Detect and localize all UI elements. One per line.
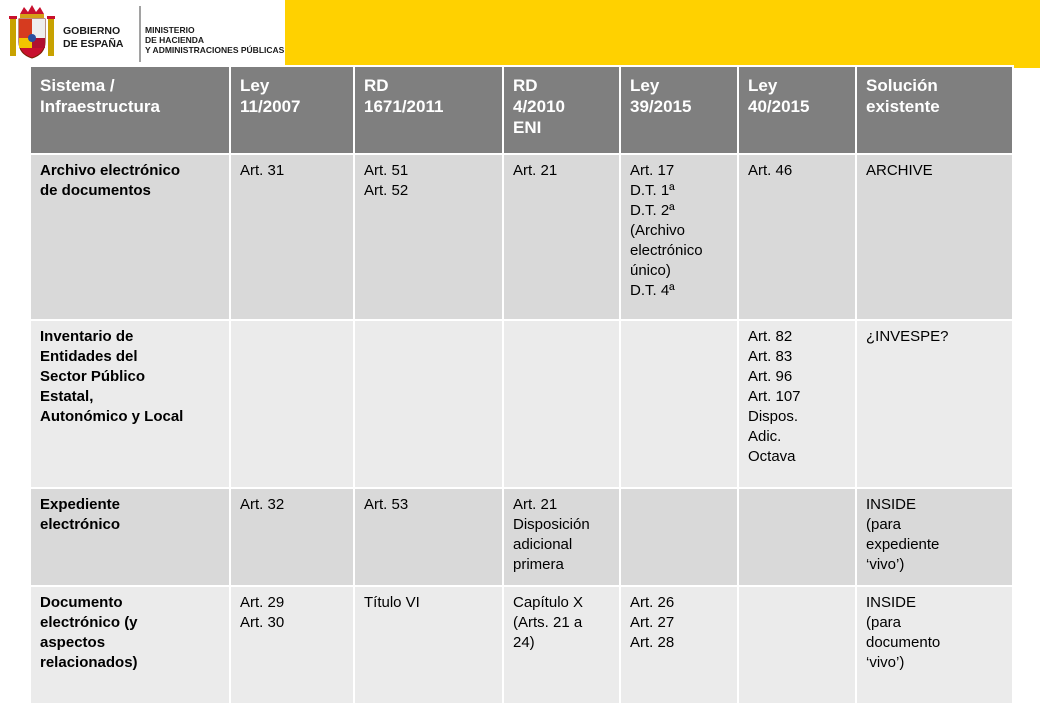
legislation-table [29, 65, 1014, 705]
table-row [30, 586, 1013, 704]
cell-rd-4-2010 [503, 320, 620, 488]
table-header-row [30, 66, 1013, 154]
cell-solucion: INSIDE (para expediente ‘vivo’) [856, 488, 1013, 586]
cell-solucion: ARCHIVE [856, 154, 1013, 320]
ministry-line-1: MINISTERIO [145, 25, 195, 35]
cell-ley-39-2015: Art. 26 Art. 27 Art. 28 [620, 586, 738, 704]
cell-ley-40-2015 [738, 488, 856, 586]
header-rd-4-2010-eni: RD 4/2010 ENI [503, 66, 620, 154]
table-row [30, 488, 1013, 586]
ministry-line-2: DE HACIENDA [145, 35, 205, 45]
table-row [30, 320, 1013, 488]
row-name-cell: Archivo electrónico de documentos [30, 154, 230, 320]
cell-solucion: ¿INVESPE? [856, 320, 1013, 488]
header-sistema: Sistema / Infraestructura [30, 66, 230, 154]
header-ley-40-2015: Ley 40/2015 [738, 66, 856, 154]
cell-ley-11-2007 [230, 320, 354, 488]
ministry-line-3: Y ADMINISTRACIONES PÚBLICAS [145, 45, 285, 55]
crown-icon [20, 5, 44, 14]
cell-ley-39-2015 [620, 320, 738, 488]
header-rd-1671-2011: RD 1671/2011 [354, 66, 503, 154]
header-ley-39-2015: Ley 39/2015 [620, 66, 738, 154]
logo-text-gobierno: GOBIERNO [63, 25, 121, 37]
table-row [30, 154, 1013, 320]
logo-text-espana: DE ESPAÑA [63, 38, 124, 50]
header-ley-11-2007: Ley 11/2007 [230, 66, 354, 154]
cell-rd-1671-2011 [354, 320, 503, 488]
cell-rd-1671-2011: Título VI [354, 586, 503, 704]
cell-ley-11-2007: Art. 29 Art. 30 [230, 586, 354, 704]
cell-rd-4-2010: Art. 21 [503, 154, 620, 320]
cell-ley-11-2007: Art. 32 [230, 488, 354, 586]
cell-ley-40-2015 [738, 586, 856, 704]
cell-rd-4-2010: Art. 21 Disposición adicional primera [503, 488, 620, 586]
cell-ley-39-2015 [620, 488, 738, 586]
cell-ley-11-2007: Art. 31 [230, 154, 354, 320]
coat-of-arms-icon [0, 0, 285, 68]
header-solucion-existente: Solución existente [856, 66, 1013, 154]
cell-solucion: INSIDE (para documento ‘vivo’) [856, 586, 1013, 704]
row-name-cell: Documento electrónico (y aspectos relacionados) [30, 586, 230, 704]
cell-rd-1671-2011: Art. 53 [354, 488, 503, 586]
government-logo [0, 0, 285, 68]
cell-ley-39-2015: Art. 17 D.T. 1ª D.T. 2ª (Archivo electrónico único) D.T. 4ª [620, 154, 738, 320]
cell-rd-4-2010: Capítulo X (Arts. 21 a 24) [503, 586, 620, 704]
cell-ley-40-2015: Art. 82 Art. 83 Art. 96 Art. 107 Dispos. Adic. Octava [738, 320, 856, 488]
row-name-cell: Inventario de Entidades del Sector Público Estatal, Autonómico y Local [30, 320, 230, 488]
row-name-cell: Expediente electrónico [30, 488, 230, 586]
cell-ley-40-2015: Art. 46 [738, 154, 856, 320]
cell-rd-1671-2011: Art. 51 Art. 52 [354, 154, 503, 320]
